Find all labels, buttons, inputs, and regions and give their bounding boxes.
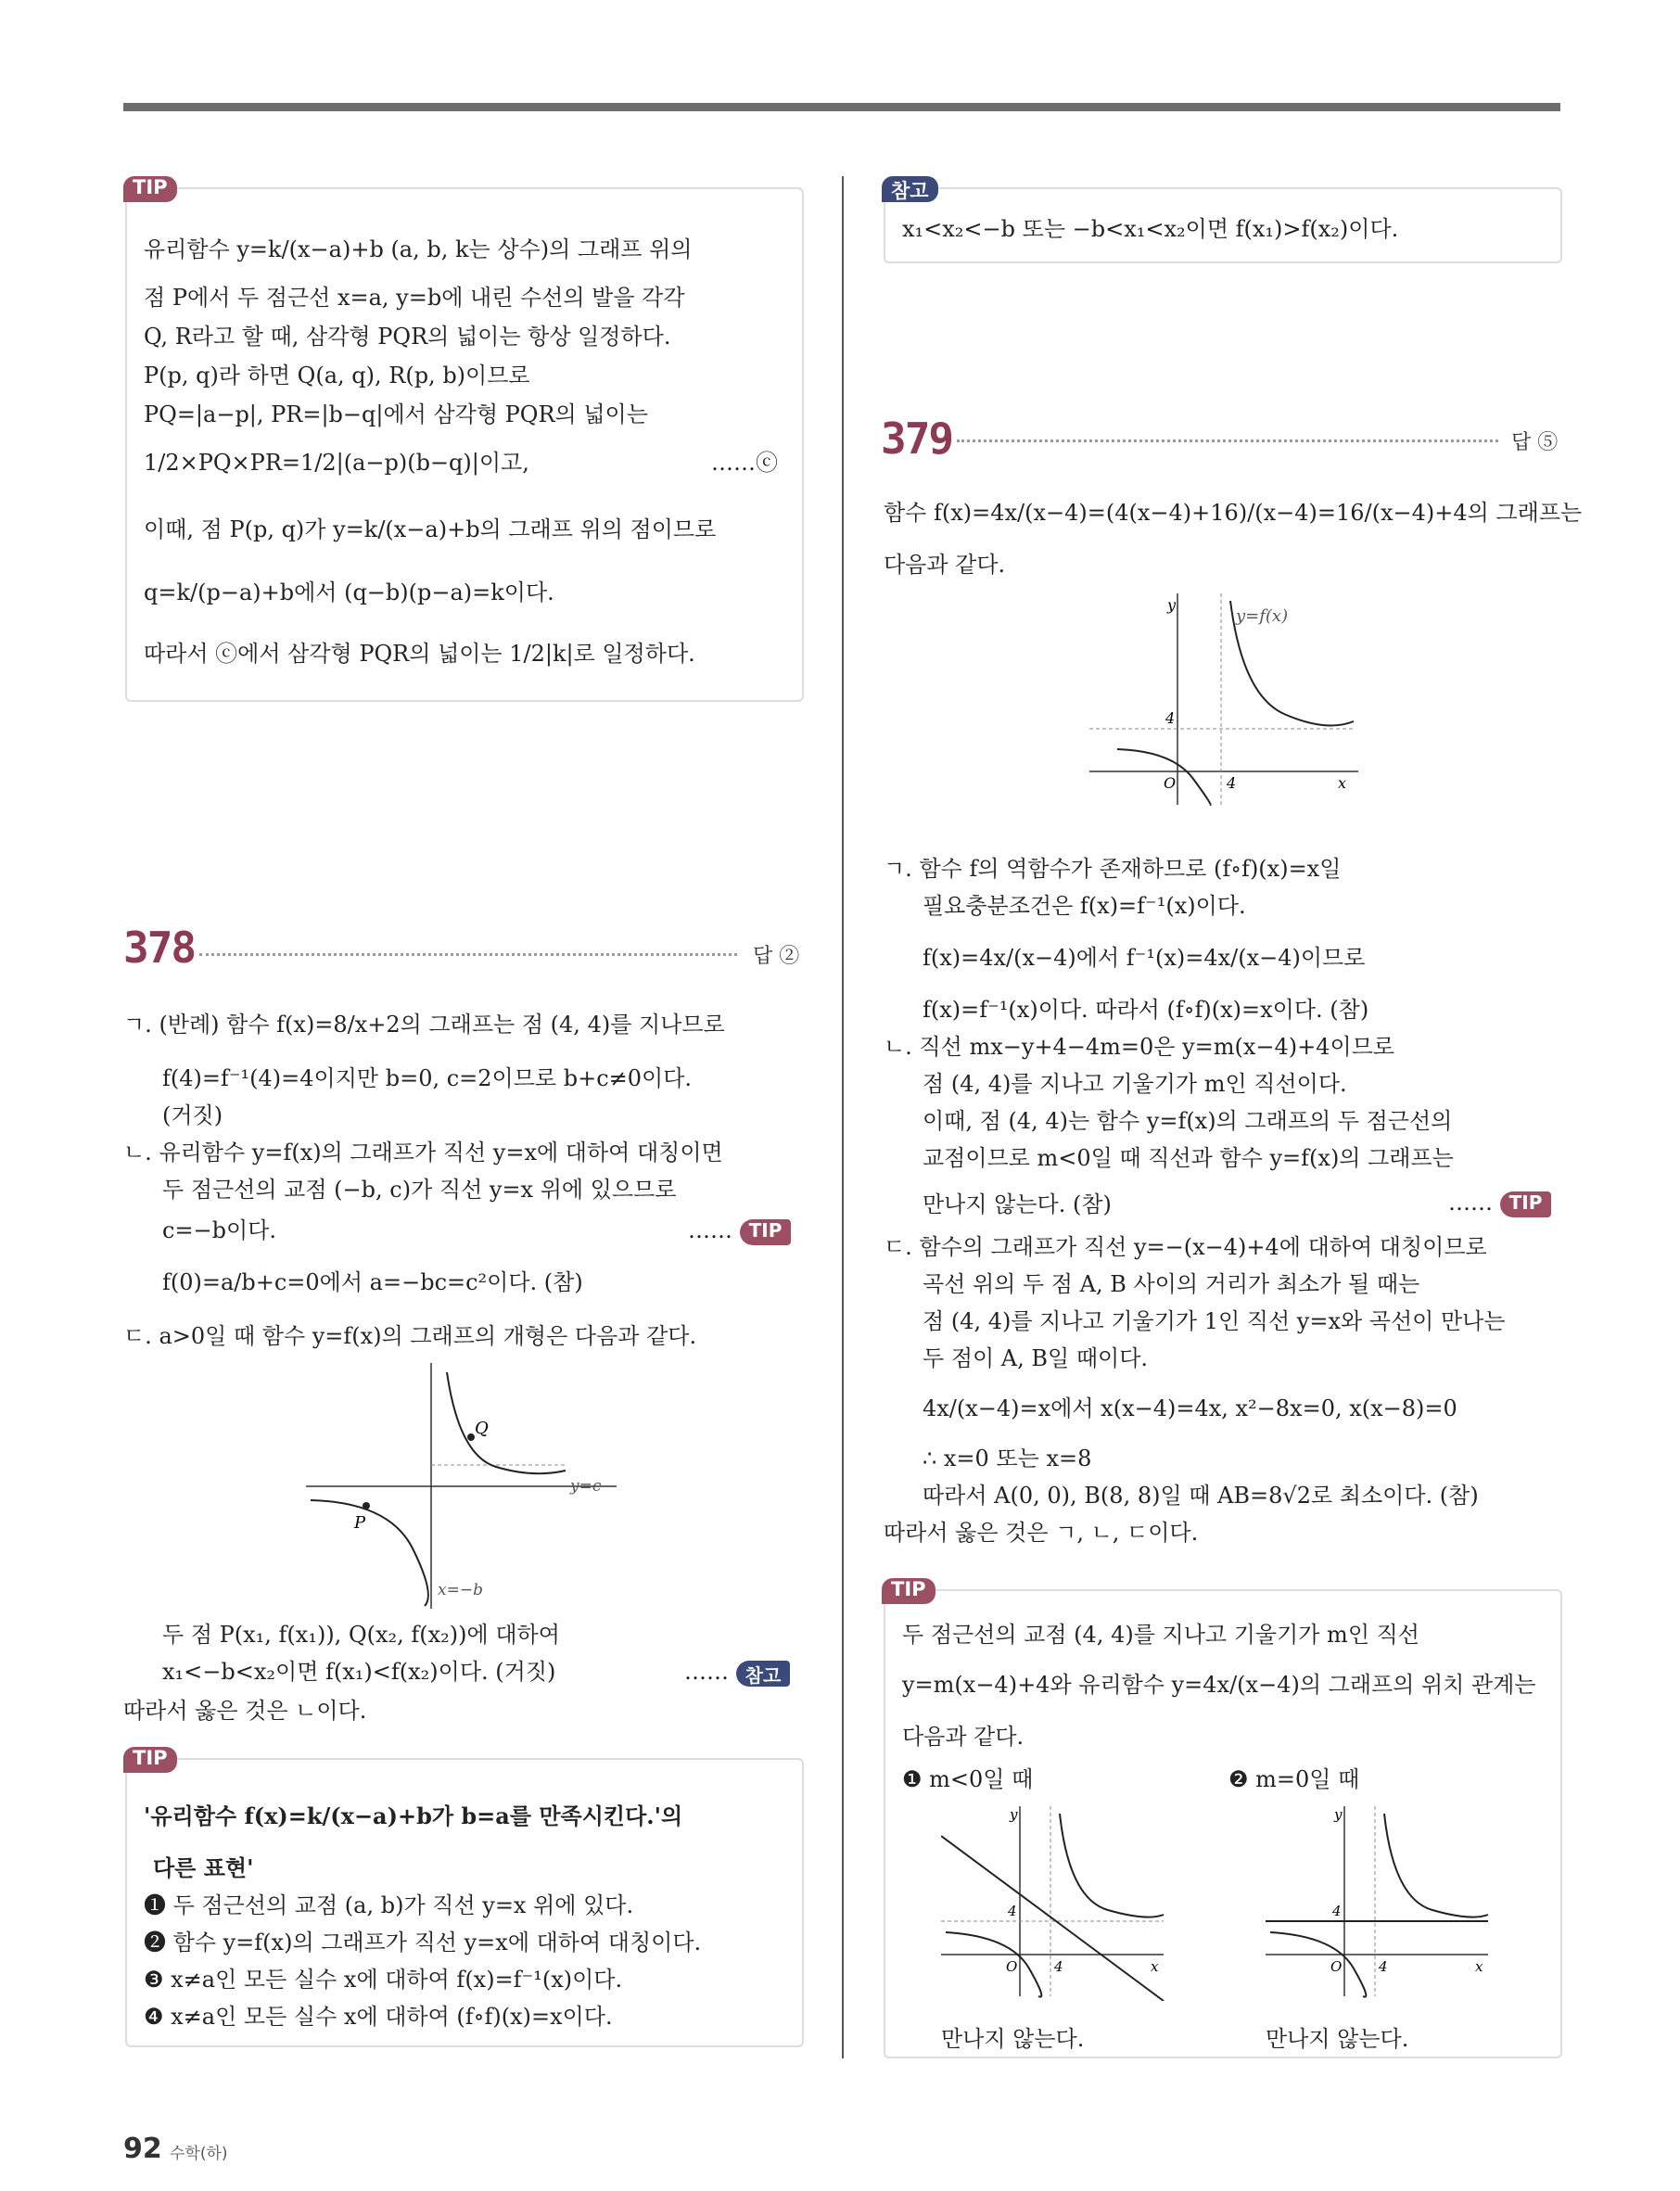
label-4x: 4 [1054,1958,1063,1975]
label-y: y [1010,1806,1018,1823]
tip-box-3 [884,1578,1562,2058]
graph-case-2 [1266,1806,1497,2001]
case-2-caption: 만나지 않는다. [1266,2026,1409,2052]
ref-link: …… 참고 [684,1656,790,1688]
column-divider [842,176,844,2058]
solution-line: ㄱ. 함수 f의 역함수가 존재하므로 (f∘f)(x)=x일 [884,856,1342,882]
graph-379 [1089,593,1368,807]
tip-tag: TIP [123,176,177,202]
solution-line: ㄷ. 함수의 그래프가 직선 y=−(x−4)+4에 대하여 대칭이므로 [884,1234,1487,1260]
tip-line: Q, R라고 할 때, 삼각형 PQR의 넓이는 항상 일정하다. [144,324,671,350]
tip-tag: TIP [123,1747,177,1773]
tip-box-2 [125,1747,804,2047]
ref-text: x₁<x₂<−b 또는 −b<x₁<x₂이면 f(x₁)>f(x₂)이다. [902,216,1399,242]
tip-line: 따라서 ⓒ에서 삼각형 PQR의 넓이는 1/2|k|로 일정하다. [144,641,695,667]
label-xb: x=−b [438,1581,483,1599]
tip-line: 다음과 같다. [902,1724,1025,1750]
tip-line: 이때, 점 P(p, q)가 y=k/(x−a)+b의 그래프 위의 점이므로 [144,516,717,542]
case-2-label: ❷ m=0일 때 [1228,1766,1360,1792]
curve-left [1270,1932,1366,1997]
answer-label: 답 ⑤ [1511,431,1559,454]
label-4x: 4 [1227,774,1237,792]
label-o: O [1330,1958,1343,1975]
intro-line: 다음과 같다. [884,552,1006,578]
solution-line: 따라서 옳은 것은 ㄱ, ㄴ, ㄷ이다. [884,1520,1199,1546]
solution-line: 두 점 P(x₁, f(x₁)), Q(x₂, f(x₂))에 대하여 [162,1622,560,1648]
label-4y: 4 [1165,709,1176,727]
label-o: O [1006,1958,1018,1975]
tip-ref: …… TIP [688,1215,791,1246]
tip-pill: TIP [740,1219,792,1245]
answer-label: 답 ② [753,945,800,968]
case-1-caption: 만나지 않는다. [941,2026,1085,2052]
tip-line: 두 점근선의 교점 (4, 4)를 지나고 기울기가 m인 직선 [902,1622,1419,1648]
problem-number-379: 379 [881,414,953,464]
label-y: y [1167,596,1177,614]
label-x: x [1338,774,1347,792]
label-x: x [1151,1958,1159,1975]
label-4x: 4 [1379,1958,1388,1975]
solution-line: 교점이므로 m<0일 때 직선과 함수 y=f(x)의 그래프는 [923,1145,1454,1171]
tip-line: ❷ 함수 y=f(x)의 그래프가 직선 y=x에 대하여 대칭이다. [144,1930,702,1955]
tip-ref: …… TIP [1448,1187,1551,1218]
label-q: Q [475,1419,489,1438]
label-4: 4 [1008,1903,1017,1919]
tip-line: 유리함수 y=k/(x−a)+b (a, b, k는 상수)의 그래프 위의 [144,236,693,262]
solution-line: 두 점이 A, B일 때이다. [923,1345,1149,1371]
tip-line: ❶ 두 점근선의 교점 (a, b)가 직선 y=x 위에 있다. [144,1892,634,1918]
tip-marker: ……ⓒ [711,450,778,476]
label-x: x [1475,1958,1483,1975]
curve-left [311,1500,428,1606]
solution-line: 필요충분조건은 f(x)=f⁻¹(x)이다. [923,893,1246,919]
curve-right [1060,1814,1164,1917]
ref-pill: 참고 [736,1661,791,1687]
tip-line: PQ=|a−p|, PR=|b−q|에서 삼각형 PQR의 넓이는 [144,401,648,427]
point-p [363,1502,370,1509]
solution-line: 따라서 옳은 것은 ㄴ이다. [123,1698,367,1724]
tip-line: P(p, q)라 하면 Q(a, q), R(p, b)이므로 [144,363,530,389]
label-p: P [354,1513,366,1533]
solution-line: f(0)=a/b+c=0에서 a=−bc=c²이다. (참) [162,1269,583,1295]
tip-line: ❹ x≠a인 모든 실수 x에 대하여 (f∘f)(x)=x이다. [144,2004,613,2030]
tip-box-1 [125,176,804,702]
intro-line: 함수 f(x)=4x/(x−4)=(4(x−4)+16)/(x−4)=16/(x−4)+4의 그래프는 [884,500,1583,526]
page-number: 92 [123,2133,162,2165]
problem-rule [199,953,737,956]
problem-number-378: 378 [123,923,196,973]
solution-line: f(x)=f⁻¹(x)이다. 따라서 (f∘f)(x)=x이다. (참) [923,997,1369,1023]
problem-rule [957,439,1498,442]
solution-line: 만나지 않는다. (참) [923,1191,1112,1217]
solution-line: ㄴ. 유리함수 y=f(x)의 그래프가 직선 y=x에 대하여 대칭이면 [123,1140,723,1166]
graph-378 [306,1363,621,1613]
label-o: O [1164,774,1177,792]
solution-line: 4x/(x−4)=x에서 x(x−4)=4x, x²−8x=0, x(x−8)=0 [923,1395,1457,1421]
case-1-label: ❶ m<0일 때 [902,1766,1034,1792]
ref-tag: 참고 [882,176,938,202]
solution-line: f(x)=4x/(x−4)에서 f⁻¹(x)=4x/(x−4)이므로 [923,945,1366,971]
solution-line: (거짓) [162,1102,223,1128]
tip-line: 1/2×PQ×PR=1/2|(a−p)(b−q)|이고, [144,450,529,476]
point-q [467,1433,475,1441]
solution-line: 두 점근선의 교점 (−b, c)가 직선 y=x 위에 있으므로 [162,1177,677,1203]
solution-line: f(4)=f⁻¹(4)=4이지만 b=0, c=2이므로 b+c≠0이다. [162,1065,693,1091]
tip-line: q=k/(p−a)+b에서 (q−b)(p−a)=k이다. [144,580,554,605]
solution-line: ㄴ. 직선 mx−y+4−4m=0은 y=m(x−4)+4이므로 [884,1034,1395,1060]
line-m-negative [941,1836,1164,2001]
label-4: 4 [1332,1903,1342,1919]
solution-line: ㄱ. (반례) 함수 f(x)=8/x+2의 그래프는 점 (4, 4)를 지나므로 [123,1012,725,1038]
solution-line: 따라서 A(0, 0), B(8, 8)일 때 AB=8√2로 최소이다. (참) [923,1483,1479,1509]
curve-right [1384,1814,1488,1917]
label-fx: y=f(x) [1236,606,1289,626]
label-y: y [1334,1806,1343,1823]
tip-line: 점 P에서 두 점근선 x=a, y=b에 내린 수선의 발을 각각 [144,285,685,311]
solution-line: x₁<−b<x₂이면 f(x₁)<f(x₂)이다. (거짓) [162,1659,556,1685]
tip-line: y=m(x−4)+4와 유리함수 y=4x/(x−4)의 그래프의 위치 관계는 [902,1672,1536,1698]
tip-tag: TIP [882,1578,935,1604]
solution-line: 이때, 점 (4, 4)는 함수 y=f(x)의 그래프의 두 점근선의 [923,1108,1453,1134]
ref-box [884,180,1562,263]
solution-line: c=−b이다. [162,1217,277,1243]
solution-line: 점 (4, 4)를 지나고 기울기가 1인 직선 y=x와 곡선이 만나는 [923,1308,1506,1334]
curve-left [946,1932,1041,1997]
tip-pill: TIP [1500,1191,1552,1217]
tip-line: 다른 표현' [153,1854,254,1881]
tip-line: ❸ x≠a인 모든 실수 x에 대하여 f(x)=f⁻¹(x)이다. [144,1967,623,1993]
solution-line: ㄷ. a>0일 때 함수 y=f(x)의 그래프의 개형은 다음과 같다. [123,1323,697,1349]
solution-line: 곡선 위의 두 점 A, B 사이의 거리가 최소가 될 때는 [923,1271,1420,1297]
solution-line: 점 (4, 4)를 지나고 기울기가 m인 직선이다. [923,1071,1347,1097]
subject-label: 수학(하) [170,2145,228,2163]
graph-case-1 [941,1806,1173,2001]
tip-line: '유리함수 f(x)=k/(x−a)+b가 b=a를 만족시킨다.'의 [144,1802,683,1829]
label-yc: y=c [570,1477,602,1496]
solution-line: ∴ x=0 또는 x=8 [923,1446,1092,1471]
top-rule [123,103,1560,111]
curve-right [447,1372,566,1473]
